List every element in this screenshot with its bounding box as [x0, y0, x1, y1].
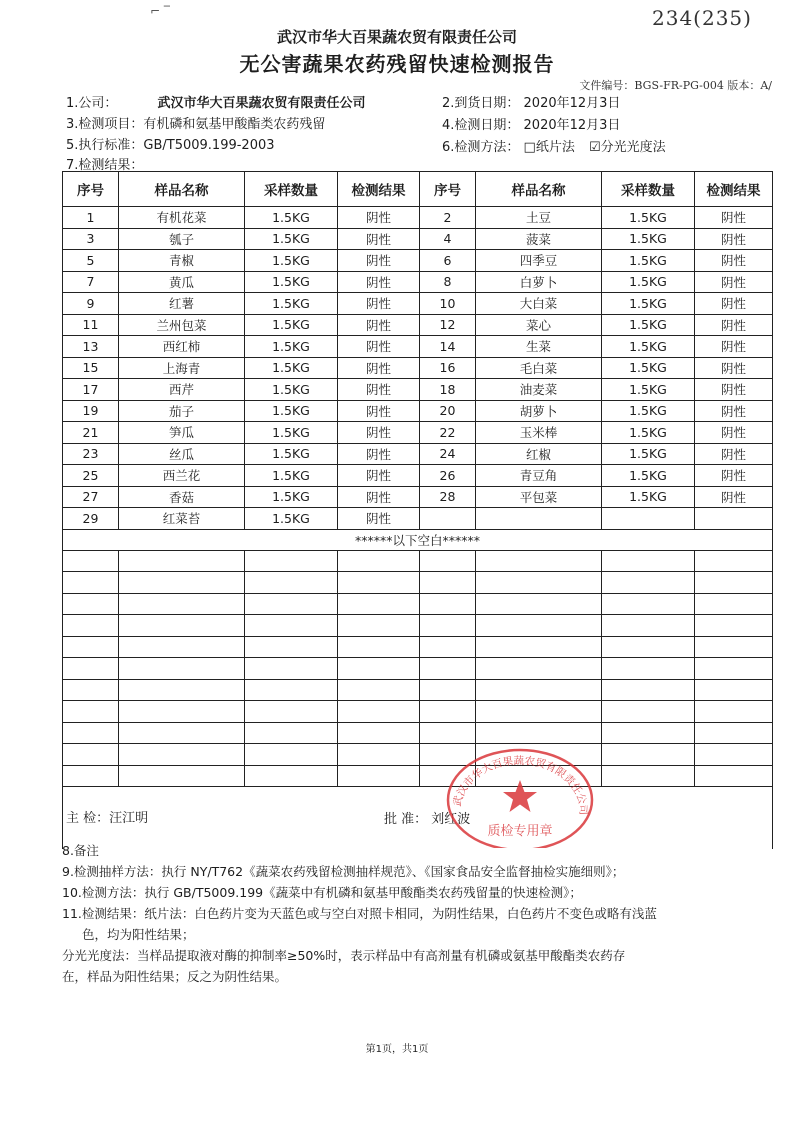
note-result-paper: 11.检测结果：纸片法：白色药片变为天蓝色或与空白对照卡相同，为阴性结果，白色药片不变色或略有浅蓝 [62, 906, 657, 921]
table-cell: 阴性 [695, 336, 773, 358]
table-cell: 9 [63, 293, 119, 315]
blank-cell [338, 744, 420, 766]
table-cell: 4 [420, 228, 476, 250]
table-cell: 阴性 [338, 465, 420, 487]
blank-cell [602, 701, 695, 723]
table-cell: 大白菜 [476, 293, 602, 315]
blank-cell [245, 572, 338, 594]
table-cell: 1.5KG [245, 293, 338, 315]
blank-cell [119, 765, 245, 787]
table-cell: 8 [420, 271, 476, 293]
col-header: 采样数量 [602, 172, 695, 207]
table-row [63, 422, 773, 444]
blank-cell [245, 765, 338, 787]
table-cell: 17 [63, 379, 119, 401]
table-cell: 19 [63, 400, 119, 422]
table-cell: 阴性 [695, 379, 773, 401]
blank-cell [338, 658, 420, 680]
table-cell: 1.5KG [245, 250, 338, 272]
table-cell: 阴性 [695, 228, 773, 250]
table-cell: 1.5KG [245, 379, 338, 401]
table-cell: 瓠子 [119, 228, 245, 250]
blank-cell [119, 593, 245, 615]
blank-row [63, 550, 773, 572]
blank-cell [63, 572, 119, 594]
table-cell: 青豆角 [476, 465, 602, 487]
blank-cell [420, 658, 476, 680]
table-cell: 27 [63, 486, 119, 508]
blank-cell [476, 550, 602, 572]
table-cell: 20 [420, 400, 476, 422]
table-cell: 1.5KG [602, 465, 695, 487]
table-cell: 1.5KG [602, 336, 695, 358]
blank-cell [420, 572, 476, 594]
table-cell: 1.5KG [245, 443, 338, 465]
blank-cell [338, 701, 420, 723]
blank-cell [119, 701, 245, 723]
table-cell: 阴性 [338, 228, 420, 250]
table-cell: 阴性 [338, 271, 420, 293]
standard: 5.执行标准：GB/T5009.199-2003 [66, 138, 275, 153]
table-cell [602, 508, 695, 530]
test-item: 3.检测项目：有机磷和氨基甲酸酯类农药残留 [66, 117, 326, 132]
table-row [63, 314, 773, 336]
report-title: 无公害蔬果农药残留快速检测报告 [239, 52, 555, 76]
blank-cell [63, 722, 119, 744]
table-cell: 1.5KG [245, 314, 338, 336]
table-cell: 7 [63, 271, 119, 293]
table-cell: 西红柿 [119, 336, 245, 358]
blank-cell [338, 572, 420, 594]
table-cell: 阴性 [695, 400, 773, 422]
table-cell: 阴性 [338, 207, 420, 229]
results-table [62, 171, 773, 849]
table-cell: 青椒 [119, 250, 245, 272]
table-cell: 毛白菜 [476, 357, 602, 379]
table-row [63, 508, 773, 530]
table-cell: 阴性 [695, 422, 773, 444]
stamp-star-icon [503, 780, 537, 812]
table-row [63, 207, 773, 229]
company-value: 武汉市华大百果蔬农贸有限责任公司 [157, 96, 366, 111]
table-cell: 1.5KG [602, 228, 695, 250]
table-cell: 2 [420, 207, 476, 229]
table-cell: 阴性 [695, 486, 773, 508]
col-header: 序号 [420, 172, 476, 207]
table-cell: 阴性 [338, 508, 420, 530]
table-cell: 阴性 [695, 207, 773, 229]
blank-cell [119, 615, 245, 637]
table-cell: 24 [420, 443, 476, 465]
blank-cell [695, 765, 773, 787]
table-cell [476, 508, 602, 530]
table-cell: 黄瓜 [119, 271, 245, 293]
table-cell: 1.5KG [245, 400, 338, 422]
table-cell: 29 [63, 508, 119, 530]
table-row [63, 443, 773, 465]
blank-cell [476, 679, 602, 701]
blank-cell [602, 572, 695, 594]
blank-cell [695, 658, 773, 680]
table-cell: 胡萝卜 [476, 400, 602, 422]
table-cell: 有机花菜 [119, 207, 245, 229]
blank-note-row [63, 529, 773, 550]
table-cell: 笋瓜 [119, 422, 245, 444]
blank-cell [695, 572, 773, 594]
test-method [442, 136, 666, 155]
arrival-date: 2.到货日期： 2020年12月3日 [442, 96, 621, 111]
table-cell: 茄子 [119, 400, 245, 422]
table-row [63, 357, 773, 379]
blank-cell [476, 701, 602, 723]
table-cell: 1.5KG [245, 486, 338, 508]
blank-cell [63, 550, 119, 572]
table-cell: 阴性 [695, 465, 773, 487]
table-cell: 26 [420, 465, 476, 487]
blank-cell [63, 615, 119, 637]
page-footer: 第1页，共1页 [365, 1044, 429, 1055]
table-cell: 生菜 [476, 336, 602, 358]
table-cell: 阴性 [338, 422, 420, 444]
blank-cell [695, 615, 773, 637]
blank-cell [119, 636, 245, 658]
col-header: 序号 [63, 172, 119, 207]
blank-row [63, 744, 773, 766]
blank-cell [338, 550, 420, 572]
table-cell [420, 508, 476, 530]
table-cell: 西兰花 [119, 465, 245, 487]
table-cell: 5 [63, 250, 119, 272]
table-cell: 兰州包菜 [119, 314, 245, 336]
blank-cell [695, 550, 773, 572]
col-header: 样品名称 [476, 172, 602, 207]
table-cell: 1.5KG [602, 314, 695, 336]
blank-row [63, 636, 773, 658]
table-cell: 红椒 [476, 443, 602, 465]
table-cell: 13 [63, 336, 119, 358]
col-header: 检测结果 [695, 172, 773, 207]
blank-cell [245, 615, 338, 637]
stamp-center-text: 质检专用章 [487, 824, 553, 839]
approver-name: 刘红波 [431, 812, 471, 827]
document-number: 文件编号：BGS-FR-PG-004 版本：A/ [579, 79, 772, 92]
col-header: 采样数量 [245, 172, 338, 207]
table-cell: 阴性 [338, 250, 420, 272]
table-cell: 土豆 [476, 207, 602, 229]
table-cell: 香菇 [119, 486, 245, 508]
col-header: 检测结果 [338, 172, 420, 207]
blank-cell [245, 593, 338, 615]
blank-note: ******以下空白****** [63, 529, 773, 550]
blank-cell [476, 593, 602, 615]
table-cell: 1.5KG [602, 357, 695, 379]
table-cell: 1.5KG [602, 379, 695, 401]
blank-cell [602, 765, 695, 787]
scan-mark: ⌐ ‾ [150, 4, 170, 18]
blank-row [63, 593, 773, 615]
table-cell: 25 [63, 465, 119, 487]
table-cell: 11 [63, 314, 119, 336]
col-header: 样品名称 [119, 172, 245, 207]
note-result-spectro: 分光光度法：当样品提取液对酶的抑制率≥50%时，表示样品中有高剂量有机磷或氨基甲酸酯类农药存 [62, 948, 626, 963]
table-cell: 玉米棒 [476, 422, 602, 444]
blank-cell [119, 658, 245, 680]
table-cell: 1.5KG [602, 207, 695, 229]
results-label: 7.检测结果： [66, 158, 144, 173]
table-cell: 阴性 [338, 379, 420, 401]
blank-cell [119, 744, 245, 766]
blank-cell [420, 593, 476, 615]
blank-row [63, 679, 773, 701]
table-cell: 18 [420, 379, 476, 401]
table-cell: 1.5KG [602, 443, 695, 465]
company-label: 1.公司： [66, 96, 118, 111]
blank-cell [338, 765, 420, 787]
table-cell: 菠菜 [476, 228, 602, 250]
blank-cell [420, 679, 476, 701]
note-result-spectro-cont: 在，样品为阳性结果；反之为阴性结果。 [62, 969, 288, 984]
blank-cell [245, 722, 338, 744]
blank-cell [338, 679, 420, 701]
company-header: 武汉市华大百果蔬农贸有限责任公司 [276, 28, 517, 46]
table-cell: 10 [420, 293, 476, 315]
blank-cell [63, 679, 119, 701]
table-row [63, 228, 773, 250]
blank-cell [602, 658, 695, 680]
table-cell: 阴性 [338, 486, 420, 508]
table-row [63, 379, 773, 401]
table-cell: 西芹 [119, 379, 245, 401]
blank-row [63, 701, 773, 723]
note-method: 10.检测方法：执行 GB/T5009.199《蔬菜中有机磷和氨基甲酸酯类农药残留量的快速检测》； [62, 885, 582, 900]
table-row [63, 293, 773, 315]
blank-cell [695, 679, 773, 701]
table-cell: 油麦菜 [476, 379, 602, 401]
blank-cell [245, 550, 338, 572]
blank-cell [602, 615, 695, 637]
blank-cell [245, 701, 338, 723]
table-cell: 1.5KG [245, 271, 338, 293]
blank-cell [338, 722, 420, 744]
table-cell: 阴性 [695, 271, 773, 293]
table-cell: 阴性 [338, 314, 420, 336]
table-cell: 阴性 [338, 443, 420, 465]
table-cell: 阴性 [695, 250, 773, 272]
table-cell: 1.5KG [245, 207, 338, 229]
table-cell: 阴性 [695, 314, 773, 336]
table-row [63, 271, 773, 293]
quality-inspection-stamp [444, 740, 596, 848]
blank-cell [119, 550, 245, 572]
handwritten-page-number: 234(235) [652, 6, 752, 30]
table-cell: 1.5KG [245, 357, 338, 379]
blank-cell [602, 679, 695, 701]
blank-cell [338, 636, 420, 658]
blank-cell [602, 593, 695, 615]
blank-cell [63, 593, 119, 615]
table-cell: 6 [420, 250, 476, 272]
test-date: 4.检测日期： 2020年12月3日 [442, 118, 621, 133]
table-cell: 1.5KG [245, 336, 338, 358]
table-cell [695, 508, 773, 530]
notes-title: 8.备注 [62, 843, 99, 858]
table-row [63, 336, 773, 358]
blank-cell [420, 636, 476, 658]
table-cell: 1.5KG [602, 250, 695, 272]
blank-cell [245, 658, 338, 680]
blank-cell [245, 744, 338, 766]
table-row [63, 465, 773, 487]
blank-cell [420, 701, 476, 723]
blank-cell [119, 722, 245, 744]
blank-row [63, 722, 773, 744]
blank-cell [338, 615, 420, 637]
blank-cell [476, 572, 602, 594]
table-cell: 白萝卜 [476, 271, 602, 293]
blank-cell [63, 636, 119, 658]
table-cell: 1.5KG [602, 271, 695, 293]
table-cell: 阴性 [695, 357, 773, 379]
table-cell: 12 [420, 314, 476, 336]
approver-label: 批 准： [384, 812, 428, 827]
table-row [63, 486, 773, 508]
blank-cell [119, 572, 245, 594]
table-header-row [63, 172, 773, 207]
blank-cell [602, 550, 695, 572]
table-cell: 丝瓜 [119, 443, 245, 465]
blank-cell [695, 744, 773, 766]
blank-cell [695, 636, 773, 658]
table-cell: 3 [63, 228, 119, 250]
table-cell: 23 [63, 443, 119, 465]
table-cell: 16 [420, 357, 476, 379]
table-cell: 14 [420, 336, 476, 358]
table-cell: 红薯 [119, 293, 245, 315]
table-cell: 阴性 [695, 443, 773, 465]
method-label: 6.检测方法： [442, 140, 520, 155]
blank-cell [420, 550, 476, 572]
table-cell: 阴性 [338, 293, 420, 315]
blank-cell [245, 636, 338, 658]
table-cell: 四季豆 [476, 250, 602, 272]
table-cell: 22 [420, 422, 476, 444]
blank-cell [338, 593, 420, 615]
table-cell: 28 [420, 486, 476, 508]
table-cell: 1 [63, 207, 119, 229]
blank-cell [476, 636, 602, 658]
company-field [66, 92, 366, 111]
note-sampling: 9.检测抽样方法：执行 NY/T762《蔬菜农药残留检测抽样规范》、《国家食品安全监督抽检实施细则》； [62, 864, 625, 879]
table-cell: 平包菜 [476, 486, 602, 508]
blank-cell [602, 722, 695, 744]
table-cell: 21 [63, 422, 119, 444]
blank-cell [476, 615, 602, 637]
table-cell: 1.5KG [245, 508, 338, 530]
table-cell: 上海青 [119, 357, 245, 379]
blank-row [63, 658, 773, 680]
blank-cell [602, 636, 695, 658]
table-cell: 阴性 [338, 400, 420, 422]
stamp-ring-text: 武汉市华大百果蔬农贸有限责任公司 [451, 754, 590, 816]
blank-cell [476, 658, 602, 680]
blank-row [63, 615, 773, 637]
table-cell: 阴性 [338, 357, 420, 379]
blank-cell [695, 593, 773, 615]
table-cell: 15 [63, 357, 119, 379]
blank-cell [63, 658, 119, 680]
method-spectro-checkbox: ☑分光光度法 [588, 140, 666, 155]
blank-cell [63, 744, 119, 766]
table-cell: 1.5KG [602, 400, 695, 422]
table-row [63, 250, 773, 272]
blank-row [63, 572, 773, 594]
blank-cell [119, 679, 245, 701]
table-cell: 菜心 [476, 314, 602, 336]
table-cell: 阴性 [695, 293, 773, 315]
notes-section [62, 840, 774, 987]
inspector-signature: 主 检：汪江明 [66, 811, 149, 826]
blank-cell [420, 615, 476, 637]
note-result-paper-cont: 色，均为阳性结果； [82, 927, 195, 942]
blank-cell [245, 679, 338, 701]
blank-cell [695, 722, 773, 744]
table-cell: 1.5KG [245, 228, 338, 250]
blank-cell [695, 701, 773, 723]
table-cell: 阴性 [338, 336, 420, 358]
table-cell: 1.5KG [245, 465, 338, 487]
blank-cell [602, 744, 695, 766]
blank-cell [63, 701, 119, 723]
table-cell: 1.5KG [602, 486, 695, 508]
table-cell: 红菜苔 [119, 508, 245, 530]
table-cell: 1.5KG [245, 422, 338, 444]
table-cell: 1.5KG [602, 422, 695, 444]
method-paper-checkbox: □纸片法 [523, 140, 575, 155]
table-cell: 1.5KG [602, 293, 695, 315]
table-row [63, 400, 773, 422]
blank-cell [63, 765, 119, 787]
blank-row [63, 765, 773, 787]
